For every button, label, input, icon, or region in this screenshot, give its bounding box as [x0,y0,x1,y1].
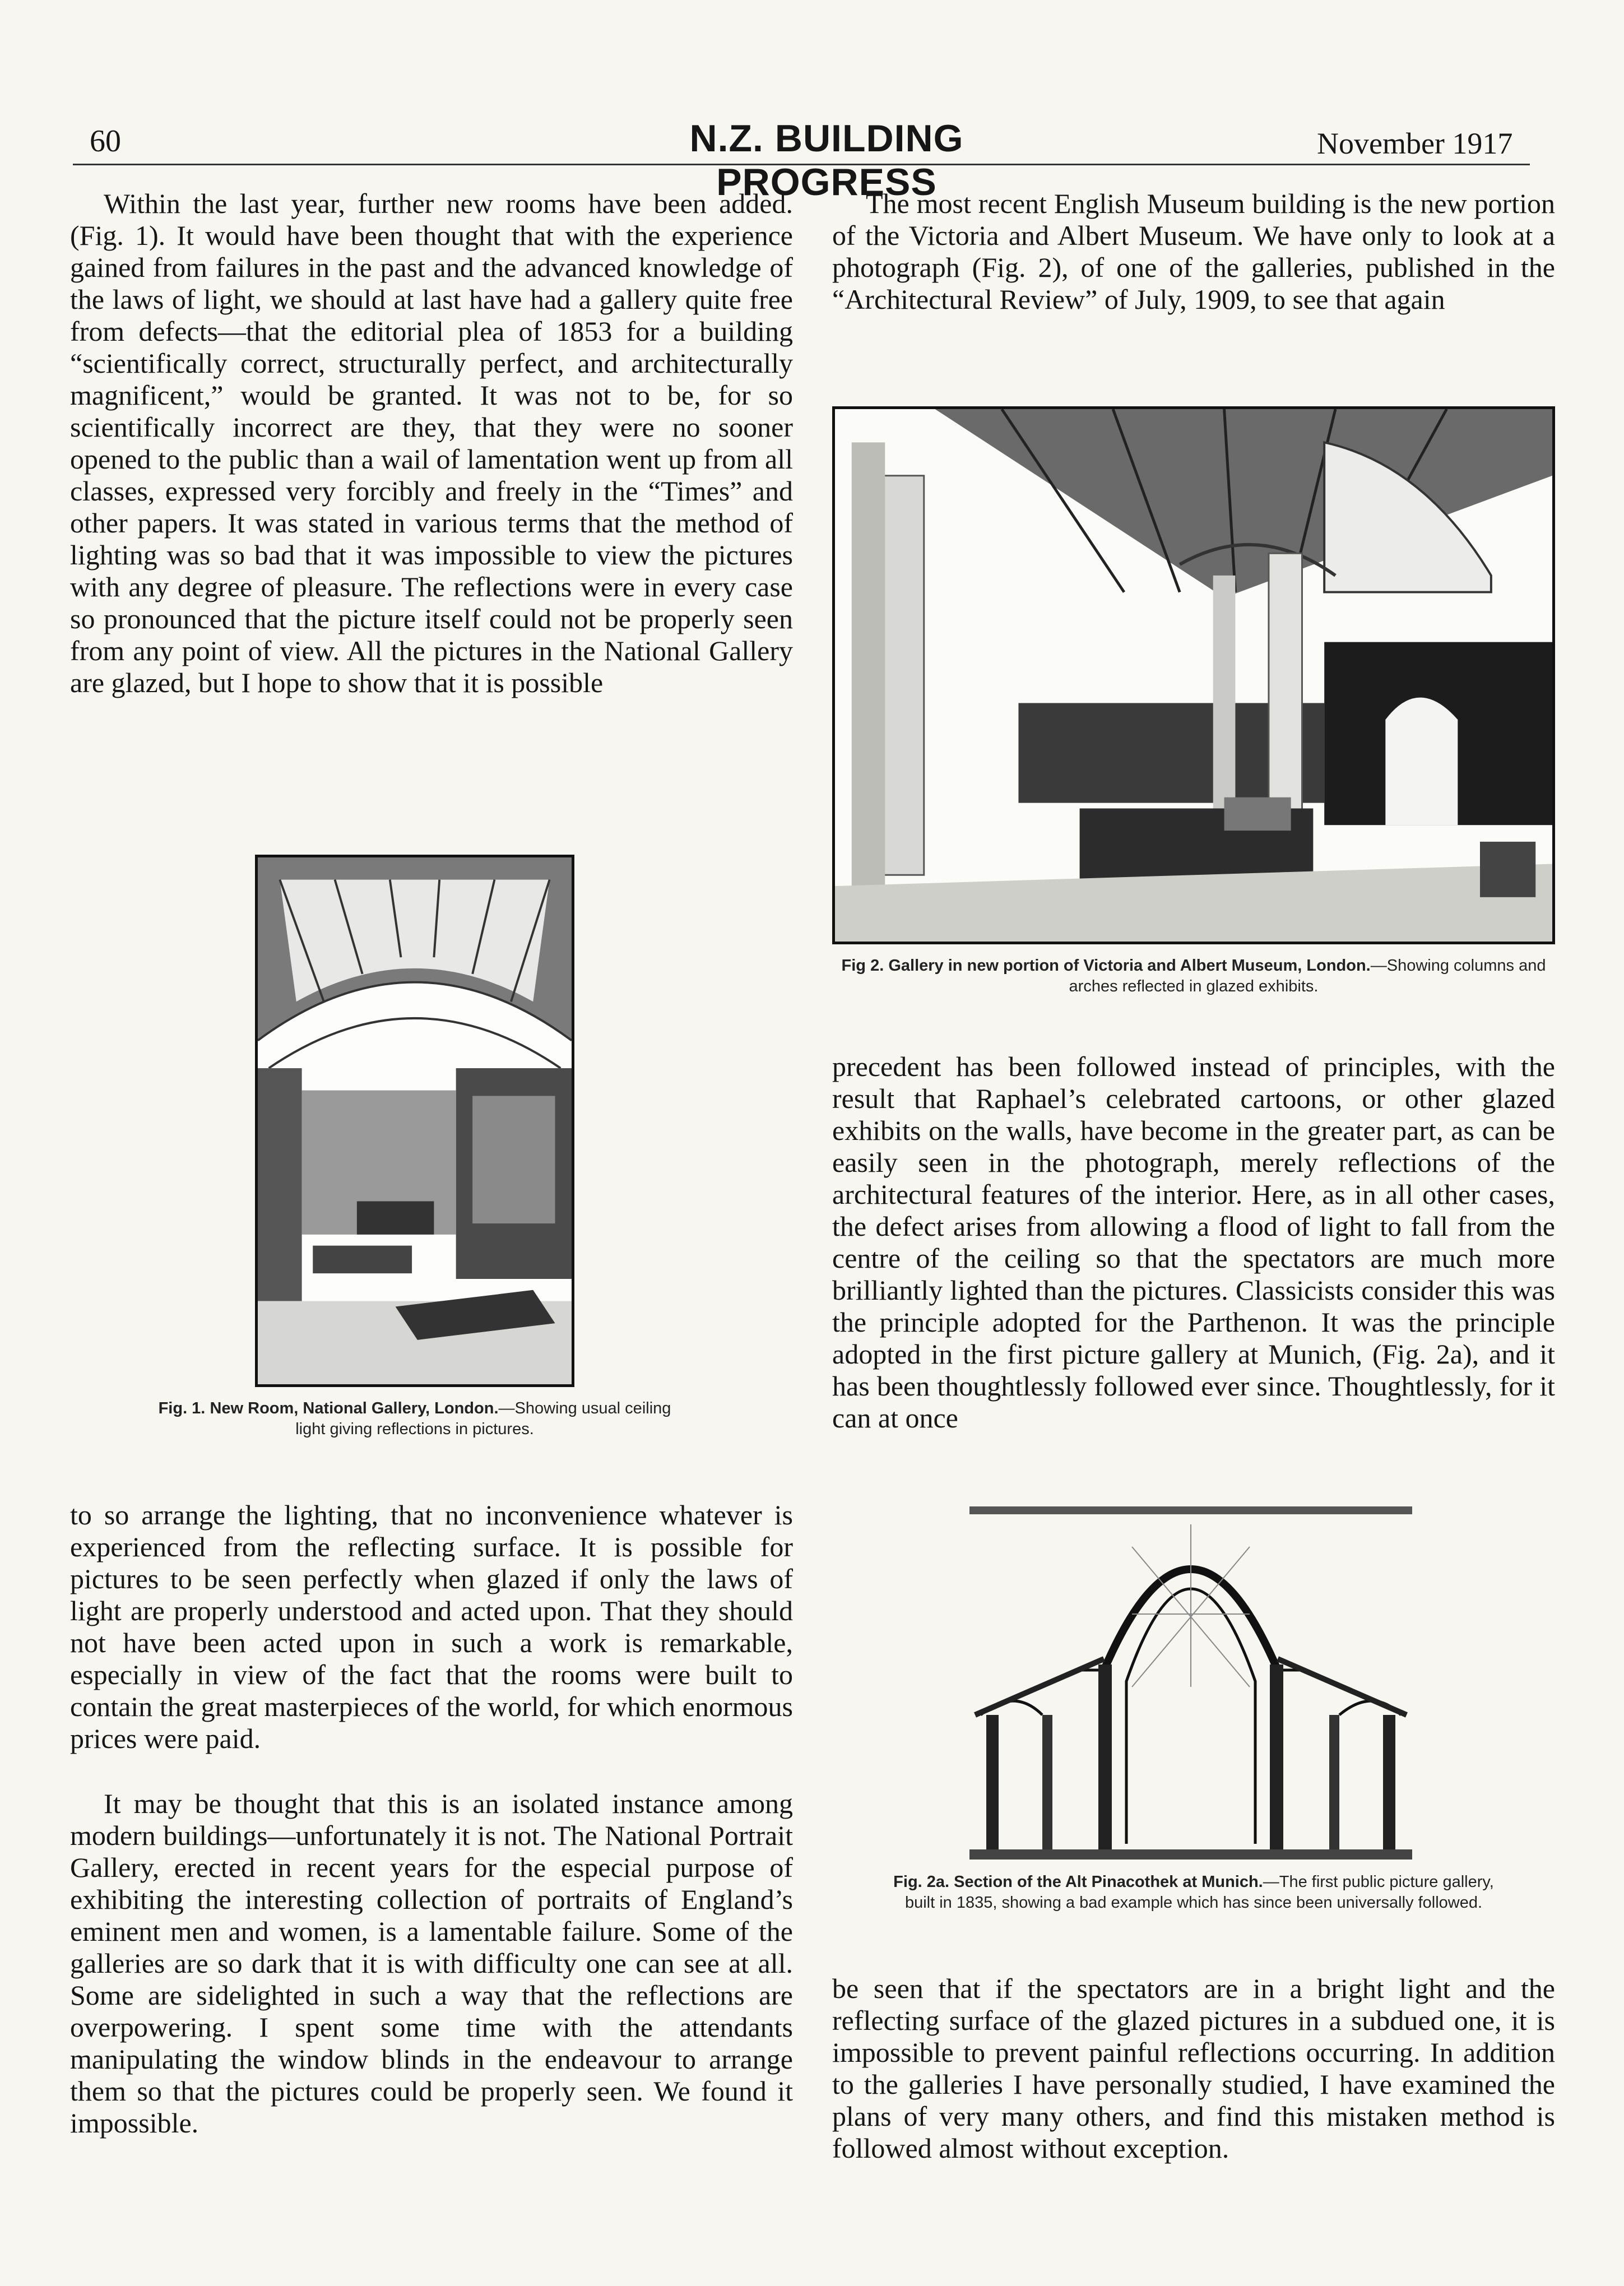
left-paragraph-1: Within the last year, further new rooms have been added. (Fig. 1). It would have been thought that with the experience gained from failures in the past and the advanced knowledge of the laws of light, we should at last have had a gallery quite free from defects—that the editorial plea of 1853 for a building “scientifically correct, structurally perfect, and architecturally magnificent,” would be granted. It was not to be, for so scientifically incorrect are they, that they were no sooner opened to the public than a wail of lamentation went up from all classes, expressed very forcibly and freely in the “Times” and other papers. It was stated in various terms that the method of lighting was so bad that it was impossible to view the pictures with any degree of pleasure. The reflections were in every case so pronounced that the picture itself could not be properly seen from any point of view. All the pictures in the National Gallery are glazed, but I hope to show that it is possible [70,188,793,698]
figure-1-caption-text: —Showing usual ceiling light giving reflections in pictures. [295,1399,671,1438]
figure-2a-title: Section of the Alt Pinacothek at Munich. [954,1873,1263,1891]
figure-2-title: Gallery in new portion of Victoria and Albert Museum, London. [888,957,1371,975]
figure-1-photo [255,855,574,1387]
victoria-albert-gallery-illustration [835,409,1552,942]
figure-2-label: Fig 2. [841,957,884,975]
figure-2a-caption-text: —The first public picture gallery, built in 1835, showing a bad example which has since been universally followed. [904,1873,1494,1912]
page-number: 60 [90,124,121,159]
figure-2-caption [841,956,1547,997]
figure-2a-label: Fig. 2a. [893,1873,950,1891]
issue-date: November 1917 [1317,127,1513,160]
page-header [0,0,1624,203]
alt-pinakothek-section-drawing [964,1502,1418,1866]
national-gallery-room-illustration [258,857,572,1384]
figure-1-label: Fig. 1. [158,1399,206,1417]
figure-1-title: New Room, National Gallery, London. [210,1399,499,1417]
figure-2-caption-text: —Showing columns and arches reflected in glazed exhibits. [1069,957,1546,995]
right-paragraph-1: The most recent English Museum building is the new portion of the Victoria and Albert Museum. We have only to look at a photograph (Fig. 2), of one of the galleries, published in the “Architectural Review” of July, 1909, to see that again [832,188,1555,315]
header-rule [73,164,1530,165]
right-paragraph-2: precedent has been followed instead of principles, with the result that Raphael’s celebrated cartoons, or other glazed exhibits on the walls, have become in the greater part, as can be easily seen in the photograph, merely reflections of the architectural features of the interior. Here, as in all other cases, the defect arises from allowing a flood of light to fall from the centre of the ceiling so that the spectators are much more brilliantly lighted than the pictures. Classicists consider this was the principle adopted for the Parthenon. It was the principle adopted in the first picture gallery at Munich, (Fig. 2a), and it has been thoughtlessly followed ever since. Thoughtlessly, for it can at once [832,1051,1555,1434]
publication-title: N.Z. BUILDING PROGRESS [689,117,964,203]
figure-1-caption [157,1398,672,1440]
right-paragraph-3: be seen that if the spectators are in a bright light and the reflecting surface of the glazed pictures in a subdued one, it is impossible to prevent painful reflections occurring. In addition to the galleries I have personally studied, I have examined the plans of very many others, and find this mistaken method is followed almost without exception. [832,1973,1555,2164]
figure-2a-drawing [964,1502,1418,1866]
left-paragraph-3: It may be thought that this is an isolated instance among modern buildings—unfortunately it is not. The National Portrait Gallery, erected in recent years for the especial purpose of exhibiting the interesting collection of portraits of England’s eminent men and women, is a lamentable failure. Some of the galleries are so dark that it is with difficulty one can see at all. Some are sidelighted in such a way that the reflections are overpowering. I spent some time with the attendants manipulating the window blinds in the endeavour to arrange them so that the pictures could be properly seen. We found it impossible. [70,1788,793,2139]
figure-2a-caption [885,1872,1502,1913]
left-paragraph-2: to so arrange the lighting, that no inconvenience whatever is experienced from the reflecting surface. It is possible for pictures to be seen perfectly when glazed if only the laws of light are properly understood and acted upon. That they should not have been acted upon in such a work is remarkable, especially in view of the fact that the rooms were built to contain the great masterpieces of the world, for which enormous prices were paid. [70,1499,793,1754]
figure-2-photo [832,406,1555,944]
